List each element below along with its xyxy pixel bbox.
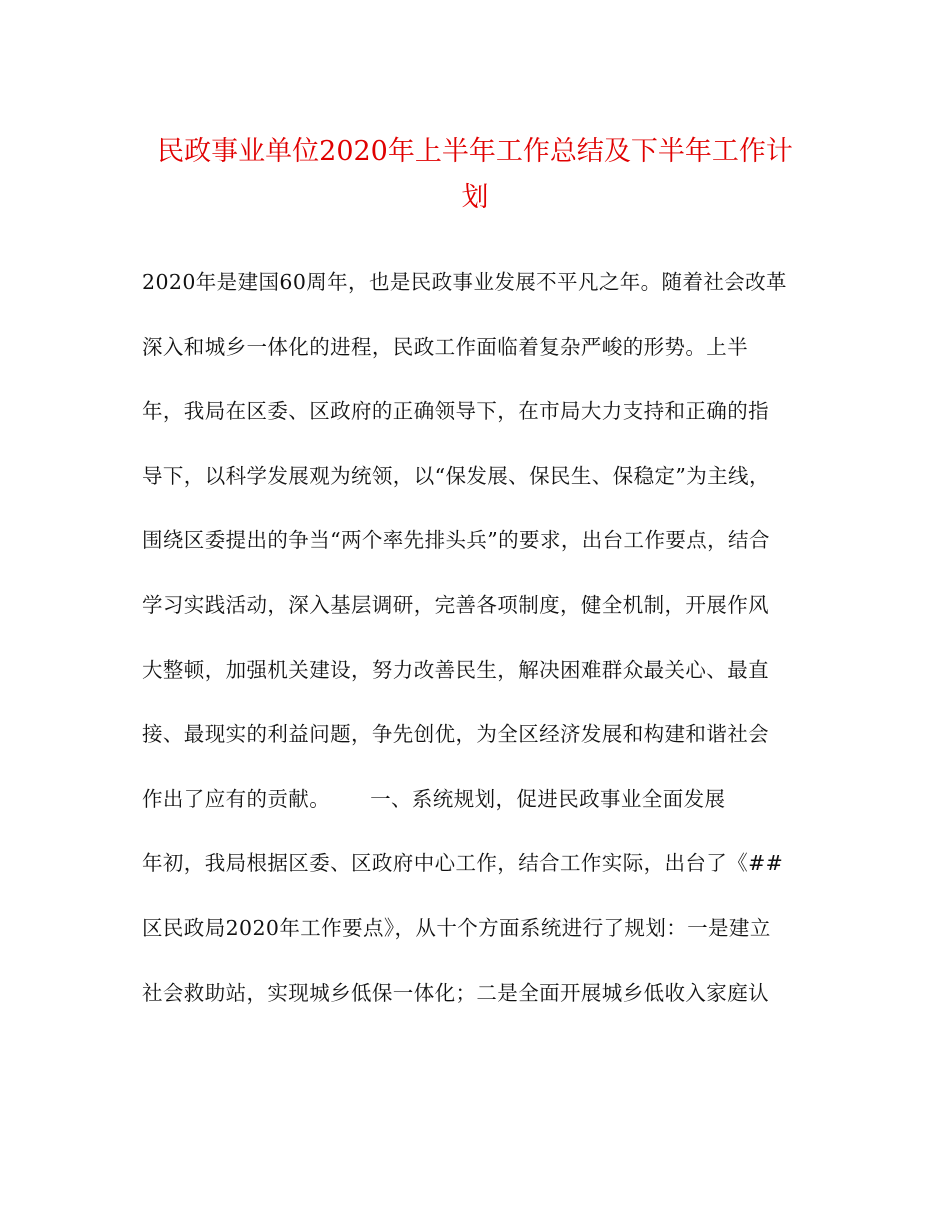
title-line-2: 划: [461, 182, 489, 213]
body-line: 导下，以科学发展观为统领，以“保发展、保民生、保稳定”为主线，: [142, 463, 770, 488]
body-line: 作出了应有的贡献。: [142, 786, 331, 811]
section-heading: 一、系统规划，促进民政事业全面发展: [370, 786, 726, 811]
body-paragraphs: [142, 262, 822, 1037]
body-line-with-heading: [142, 779, 822, 844]
document-title: [120, 129, 830, 221]
body-line: 社会救助站，实现城乡低保一体化；二是全面开展城乡低收入家庭认: [142, 980, 769, 1005]
body-line: 接、最现实的利益问题，争先创优，为全区经济发展和构建和谐社会: [142, 722, 769, 747]
body-line: 年，我局在区委、区政府的正确领导下，在市局大力支持和正确的指: [142, 399, 769, 424]
body-line: 年初，我局根据区委、区政府中心工作，结合工作实际，出台了《##: [142, 851, 784, 876]
body-line: 围绕区委提出的争当“两个率先排头兵”的要求，出台工作要点，结合: [142, 528, 770, 553]
body-line: 2020年是建国60周年，也是民政事业发展不平凡之年。随着社会改革: [142, 270, 787, 294]
body-line: 大整顿，加强机关建设，努力改善民生，解决困难群众最关心、最直: [142, 657, 769, 682]
body-line: 学习实践活动，深入基层调研，完善各项制度，健全机制，开展作风: [142, 592, 769, 617]
title-line-1: 民政事业单位2020年上半年工作总结及下半年工作计: [157, 136, 793, 167]
body-line: 区民政局2020年工作要点》，从十个方面系统进行了规划：一是建立: [142, 915, 771, 940]
body-line: 深入和城乡一体化的进程，民政工作面临着复杂严峻的形势。上半: [142, 334, 749, 359]
